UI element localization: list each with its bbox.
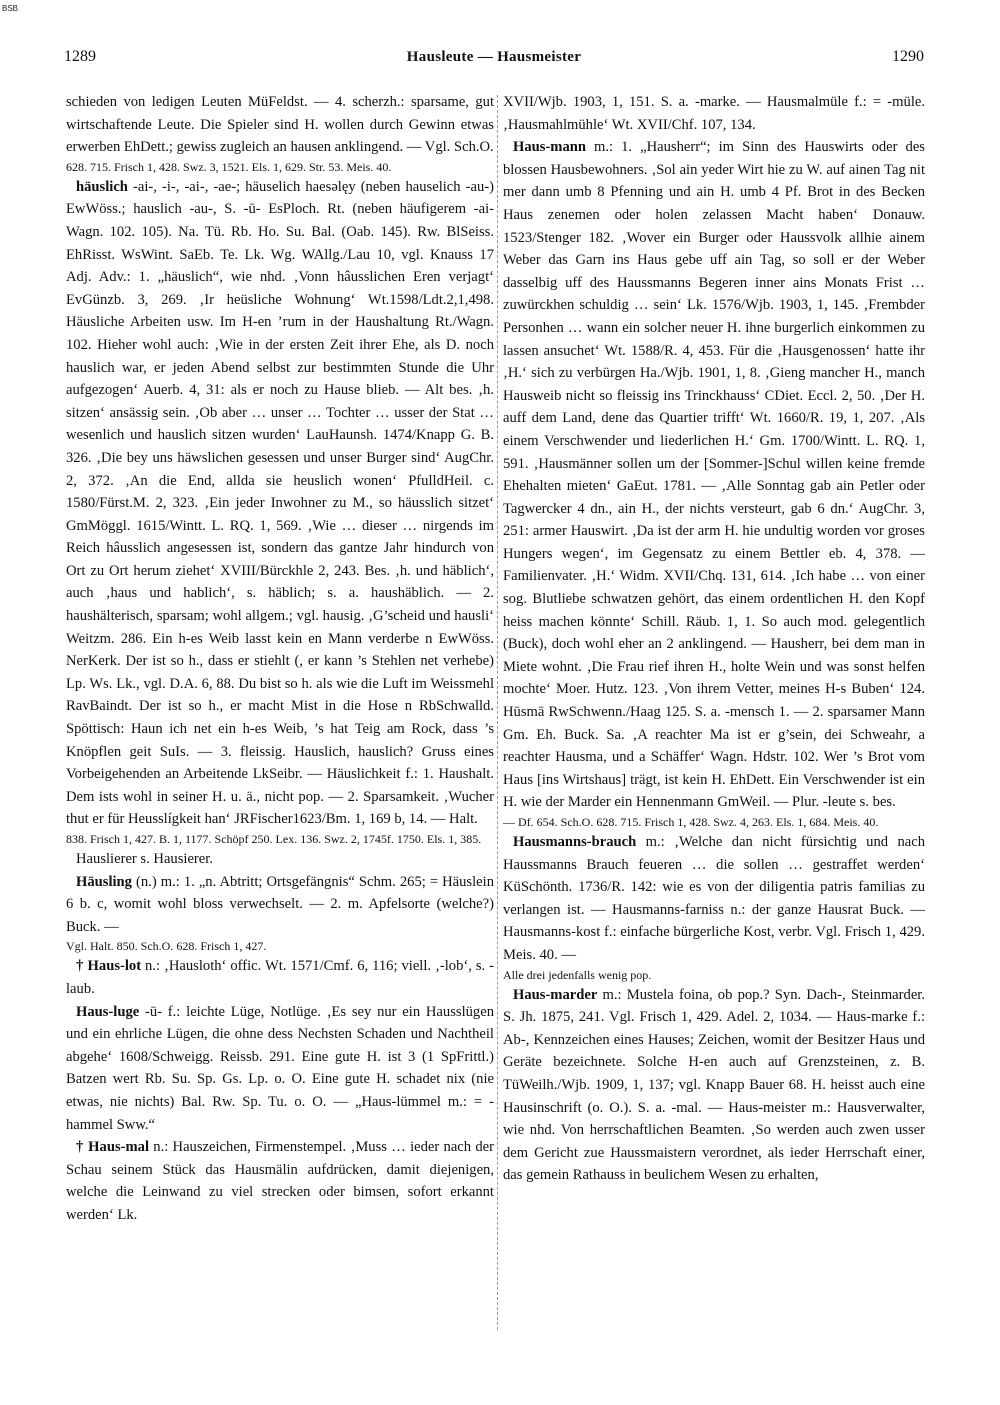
continued-text: XVII/Wjb. 1903, 1, 151. S. a. -marke. — Hausmalmüle f.: = -müle. ‚Hausmahlmühle‘ Wt. XVII/Chf. 107, 134. (503, 94, 925, 133)
left-column (66, 91, 494, 1391)
entry-headword: Haus-marder (513, 986, 598, 1003)
entry-body: (n.) m.: 1. „n. Abtritt; Ortsgefängnis“ Schm. 265; = Häuslein 6 b. c, womit wohl bloss verwechselt. — 2. m. Apfelsorte (welche?) Buck. — (66, 873, 494, 935)
entry-body: -ū- f.: leichte Lüge, Notlüge. ‚Es sey nur ein Hausslügen und ein ehrliche Lügen, die ohne dess Nechsten Schaden und Nachtheil abgehe‘ 1608/Schweigg. Reissb. 291. Eine gute H. ist 3 (1 SpFrittl.) Batzen wert Rb. Su. Sp. Gs. Lp. o. O. Eine gute H. schadet nix (nie etwas, nie nichts) Bal. Rw. Sp. Tu. o. O. — „Haus-lümmel m.: = -hammel Sww.“ (66, 1003, 494, 1133)
entry-headword: † Haus-mal (76, 1139, 149, 1156)
source-references: — Df. 654. Sch.O. 628. 715. Frisch 1, 428. Swz. 4, 263. Els. 1, 684. Meis. 40. (503, 815, 879, 829)
source-references: 838. Frisch 1, 427. B. 1, 1177. Schöpf 250. Lex. 136. Swz. 2, 1745f. 1750. Els. 1, 385. (66, 832, 482, 846)
entry-headword: häuslich (76, 178, 128, 195)
dictionary-entry (66, 1001, 494, 1137)
page-number-left: 1289 (64, 48, 96, 65)
entry-headword: Haus-luge (76, 1003, 140, 1020)
dictionary-entry (66, 848, 494, 871)
entry-headword: † Haus-lot (76, 958, 142, 975)
entry-headword: Hausmanns-brauch (513, 834, 637, 850)
dictionary-entry (66, 176, 494, 831)
entry-headword: Haus-mann (513, 139, 586, 156)
dictionary-entry (66, 955, 494, 1000)
page-header (64, 48, 924, 70)
entry-body: m.: ‚Welche dan nicht fürsichtig und nach Haussmanns Brauch feueren … die sollen … gestraffet werden‘ KüSchönth. 1736/R. 142: wie es von der diligentia patris familias zu verlangen ist. — Hausmanns-farniss n.: der ganze Hausrat Buck. — Hausmanns-kost f.: einfache bürgerliche Kost, verbr. Vgl. Frisch 1, 429. Meis. 40. — (503, 834, 925, 963)
source-references: 628. 715. Frisch 1, 428. Swz. 3, 1521. Els. 1, 629. Str. 53. Meis. 40. (66, 159, 392, 174)
source-references: Alle drei jedenfalls wenig pop. (503, 967, 652, 982)
dictionary-entry (503, 984, 925, 1187)
continued-text: schieden von ledigen Leuten MüFeldst. — 4. scherzh.: sparsame, gut wirtschaftende Leute. Die Spieler sind H. wollen durch Gewinn etwas erwerben EhDett.; gewiss zugleich an hausen anklingend. — Vgl. Sch.O. (66, 94, 494, 156)
dictionary-entry (66, 871, 494, 939)
running-title: Hausleute — Hausmeister (406, 49, 582, 65)
dictionary-entry (503, 136, 925, 814)
entry-body: m.: 1. „Hausherr“; im Sinn des Hauswirts oder des blossen Hausbewohners. ‚Sol ain yeder Wirt hie zu W. auf ainen Tag nit mer dann umb 8 Pfenning und ain H. umb 4 Pf. Brot in des Becken Haus zenemen oder holen zelassen Macht haben‘ Donauw. 1523/Stenger 182. ‚Wover ein Burger oder Haussvolk allhie ainem Weber das Garn ins Haus gebe uff ain Tag, so soll er der Weber dasselbig uff des Haussmanns Begeren inner ains Monats Frist … zuwürckhen schuldig … sein‘ Lk. 1576/Wjb. 1903, 1, 145. ‚Frembder Personhen … wann ein solcher neuer H. ihne burgerlich einkommen zu lassen ansuchet‘ Wt. 1588/R. 4, 453. Für die ‚Hausgenossen‘ hatte ihr ‚H.‘ sich zu verbürgen Ha./Wjb. 1901, 1, 8. ‚Gieng mancher H., manch Hausweib nicht so fleissig ins Trinckhauss‘ CDiet. Eccl. 2, 50. ‚Der H. auff dem Land, dene das Quartier trifft‘ Wt. 1660/R. 19, 1, 207. ‚Als einem Verschwender und liederlichen H.‘ Gm. 1700/Wintt. L. RQ. 1, 591. ‚Hausmänner sollen um der [Sommer-]Schul willen keine fremde Ehehalten mieten‘ GaEut. 1781. — ‚Alle Sonntag gab ain Petler oder Tagwercker 4 dn., ain H., der nichts versteurt, gab 6 dn.‘ AugChr. 3, 251: armer Hauswirt. ‚Da ist der arm H. hie undultig worden vor groses Hungers wegen‘, im Gegensatz zu einem Bettler eb. 4, 378. — Familienvater. ‚H.‘ Widm. XVII/Chq. 131, 614. ‚Ich habe … von einer sog. Blutliebe schwatzen gehört, das einem ordentlichen H. den Kopf heiss machen könnte‘ Schill. Räub. 1, 1. So auch mod. gelegentlich (Buck), doch wohl eher an 2 anklingend. — Hausherr, bei dem man in Miete wohnt. ‚Die Frau rief ihren H., holte Wein und was sonst helfen mochte‘ Moer. Hutz. 123. ‚Von ihrem Vetter, meines H-s Buben‘ 124. Hūsmā RwSchwenn./Haag 125. S. a. -mensch 1. — 2. sparsamer Mann Gm. Eh. Buck. Sa. ‚A reachter Ma ist er g’sein, dei Schweahr, a reachter Hausma, und a Schäffer‘ Wagn. Hdstr. 102. Wer ’s Brot vom Haus [ins Wirtshaus] trägt, ist kein H. EhDett. Ein Verschwender ist ein H. wie der Marder ein Hennenmann GmWeil. — Plur. -leute s. bes. (503, 139, 925, 811)
entry-body: n.: Hauszeichen, Firmenstempel. ‚Muss … ieder nach der Schau seinem Stück das Hausmälin aufdrücken, damit diejenigen, welche die Leinwand zu viel strecken oder bimsen, sofort erkannt werden‘ Lk. (66, 1139, 494, 1223)
entry-body: n.: ‚Hausloth‘ offic. Wt. 1571/Cmf. 6, 116; viell. ‚-lob‘, s. -laub. (66, 958, 494, 997)
column-divider (497, 95, 498, 1330)
entry-body: -ai-, -i-, -ai-, -ae-; häuselich haesəlęy (neben hauselich -au-) EwWöss.; hauslich -au-, S. -ū- EsPloch. Rt. (neben häufigerem -ai- Wagn. 102. 105). Na. Tü. Rb. Ho. Su. Bal. (Oab. 145). Rw. BlSeiss. EhRisst. WsWint. SaEb. Te. Lk. Wg. WAllg./Lau 10, vgl. Knauss 17 Adj. Adv.: 1. „häuslich“, wie nhd. ‚Vonn hâusslichen Eren verjagt‘ EvGünzb. 3, 269. ‚Ir heüsliche Wohnung‘ Wt.1598/Ldt.2,1,498. Häusliche Arbeiten usw. Im H-en ’rum in der Haushaltung Rt./Wagn. 102. Hieher wohl auch: ‚Wie in der ersten Zeit ihrer Ehe, als D. noch hauslich war, er jeden Abend selbst zur bestimmten Stunde die Uhr aufgezogen‘ Auerb. 4, 31: als er noch zu Hause blieb. — Alt bes. ‚h. sitzen‘ ansässig sein. ‚Ob aber … unser … Tochter … usser der Stat … wesenlich und hauslich sitzen wurden‘ LauHaunsh. 1474/Knapp G. B. 326. ‚Die bey uns häwslichen gesessen und unser Burger sind‘ AugChr. 2, 372. ‚An die End, allda sie heuslich wonen‘ PfulldHeil. c. 1580/Fürst.M. 2, 323. ‚Ein jeder Inwohner zu M., so häusslich sitzet‘ GmMöggl. 1615/Wintt. L. RQ. 1, 569. ‚Wie … dieser … nirgends im Reich hâusslich angesessen ist, sondern das gantze Jahr hindurch von Ort zu Ort herum ziehet‘ XVIII/Bürckhle 2, 243. Bes. ‚h. und häblich‘, auch ‚haus und hablich‘, s. häblich; s. a. haushäblich. — 2. haushälterisch, sparsam; wohl allgem.; vgl. hausig. ‚G’scheid und hausli‘ Weitzm. 286. Ein h-es Weib lasst kein en Mann verderbe n EwWöss. NerKerk. Der ist so h., dass er stiehlt (, er kann ’s Stehlen net verhebe) Lp. Ws. Lk., vgl. D.A. 6, 88. Du bist so h. als wie die Luft im Weissmehl RavBaindt. Der ist so h., er macht Mist in die Hose n RbSchwalld. Spöttisch: Haun ich net ein h-es Weib, ’s hat Teig am Rock, dass ’s Knöpflen geit SuIs. — 3. fleissig. Hauslich, hauslich? Gruss eines Vorbeigehenden an Arbeitende LkSeibr. — Häuslichkeit f.: 1. Haushalt. Dem ists wohl in seiner H. u. ä., nicht pop. — 2. Sparsamkeit. ‚Wucher thut er für Heusslígkeit han‘ JRFischer1623/Bm. 1, 169 b, 14. — Halt. (66, 178, 494, 828)
dictionary-entry (66, 1136, 494, 1226)
entry-body: Hauslierer s. Hausierer. (76, 851, 213, 867)
entry-body: m.: Mustela foina, ob pop.? Syn. Dach-, Steinmarder. S. Jh. 1875, 241. Vgl. Frisch 1, 429. Adel. 2, 1034. — Haus-marke f.: Ab-, Kennzeichen eines Hauses; Zeichen, womit der Besitzer Haus und Geräte bezeichnete. Solche H-en auch auf Grenzsteinen, z. B. TüWeilh./Wjb. 1909, 1, 137; vgl. Knapp Bauer 68. H. heisst auch eine Hausinschrift (o. O.). S. a. -mal. — Haus-meister m.: Hausverwalter, wie nhd. Von herrschaftlichen Beamten. ‚So werden auch zwen usser dem Gericht zue Haussmaistern verordnet, als ieder Herrschaft einer, das gemein Rathauss in beulichem Wesen zu erhalten, (503, 986, 925, 1184)
right-column (503, 91, 925, 1391)
dictionary-entry (503, 831, 925, 967)
source-references: Vgl. Halt. 850. Sch.O. 628. Frisch 1, 427. (66, 939, 267, 954)
page-number-right: 1290 (891, 48, 924, 65)
entry-headword: Häusling (76, 873, 132, 890)
library-stamp: BSB (2, 4, 19, 13)
